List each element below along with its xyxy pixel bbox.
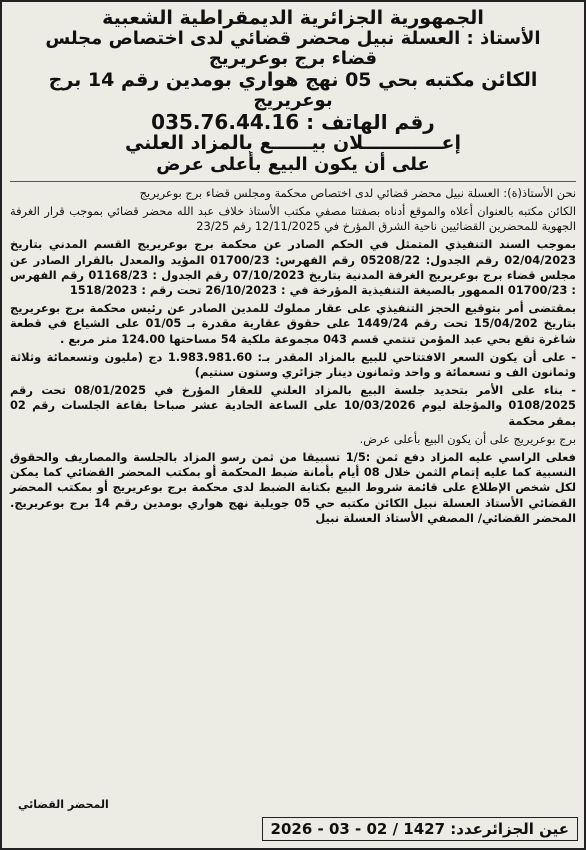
phone-number: رقم الهاتف : 035.76.44.16 (151, 110, 435, 134)
office-city: بوعريريج (253, 89, 333, 111)
paragraph-judgment: بموجب السند التنفيذي المتمثل في الحكم الصادر عن محكمة برج بوعريريج القسم المدني بتاريخ 02/04/2023 رقم الجدول: 05208/22 رقم الفهرس: 01700/23 المؤيد والمعدل بالقرار الصادر عن مجلس قضاء برج بوعريريج الغرفة المدنية بتاريخ 07/10/2023 رقم الجدول : 01168/23 رقم الفهرس : 01700/23 الممهور بالصيغة التنفيذية المؤرخة في : 26/10/2023 تحت رقم : 1518/2023 (10, 237, 576, 298)
paragraph-conditions: فعلى الراسي عليه المزاد دفع ثمن :1/5 تسبيقا من ثمن رسو المزاد بالجلسة والمصاريف والحقوق النسبية كما عليه إتمام الثمن خلال 08 أيام بأمانة ضبط المحكمة أو بمكتب المحضر القضائي كما يمكن لكل شخص الإطلاع على قائمة شروط البيع بكتابة الضبط لدى محكمة برج بوعريريج أو بمكتب المحضر القضائي الأستاذ العسلة نبيل الكائن مكتبه حي 05 جويلية نهج هواري بومدين رقم 14 برج بوعريريج. المحضر القضائي/ المصفي الأستاذ العسلة نبيل (10, 450, 577, 525)
paragraph-court: برج بوعريريج على أن يكون البيع بأعلى عرض. (359, 431, 576, 446)
paragraph-bailiff: نحن الأستاذ(ة): العسلة نبيل محضر قضائي لدى اختصاص محكمة ومجلس قضاء برج بوعريريج (139, 185, 576, 200)
header (2, 2, 584, 175)
signature: المحضر القضائي (18, 798, 109, 811)
jurisdiction: قضاء برج بوعريريج (208, 48, 378, 70)
footer (8, 816, 578, 842)
paragraph-price: - على أن يكون السعر الافتتاحي للبيع بالمزاد المقدر بـ: 1.983.981.60 دج (مليون وتسعمائة وثلاثة وثمانون الف و تسعمائة و واحد وثمانون دينار جزائري وستون سنتيم) (10, 349, 576, 380)
announcement-body (2, 186, 584, 526)
announcement-title: إعــــــــــــلان بيــــــع بالمزاد العلني (124, 132, 462, 155)
republic-title: الجمهورية الجزائرية الديمقراطية الشعبية (102, 7, 484, 29)
issue-reference: عين الجزائرعدد: 1427 / 02 - 03 - 2026 (262, 817, 578, 841)
announcement-subtitle: على أن يكون البيع بأعلى عرض (156, 153, 430, 175)
bailiff-name: الأستاذ : العسلة نبيل محضر قضائي لدى اختصاص مجلس (45, 28, 541, 50)
office-address: الكائن مكتبه بحي 05 نهج هواري بومدين رقم 14 برج (48, 68, 538, 91)
divider (10, 181, 576, 182)
paragraph-session: - بناء على الأمر بتحديد جلسة البيع بالمزاد العلني للعقار المؤرخ في 08/01/2025 تحت رقم 0108/2025 والمؤجلة ليوم 10/03/2026 على الساعة الحادية عشر صباحا بقاعة الجلسات رقم 02 بمقر محكمة (10, 383, 576, 428)
paragraph-seizure: بمقتضى أمر بتوقيع الحجز التنفيذي على عقار مملوك للمدين الصادر عن رئيس محكمة برج بوعريريج بتاريخ 15/04/202 تحت رقم 1449/24 على حقوق عقارية مقدرة بـ 01/05 على الشياع في قطعة شاغرة تقع بحي عبد المؤمن تنتمي قسم 043 مجموعة ملكية 54 مساحتها 124.00 متر مربع . (10, 301, 577, 346)
paragraph-office: الكائن مكتبه بالعنوان أعلاه والموقع أدناه بصفتنا مصفي مكتب الأستاذ خلاف عبد الله محضر قضائي بموجب قرار الغرفة الجهوية للمحضرين القضائيين ناحية الشرق المؤرخ في 12/11/2025 رقم 23/25 (10, 204, 576, 234)
